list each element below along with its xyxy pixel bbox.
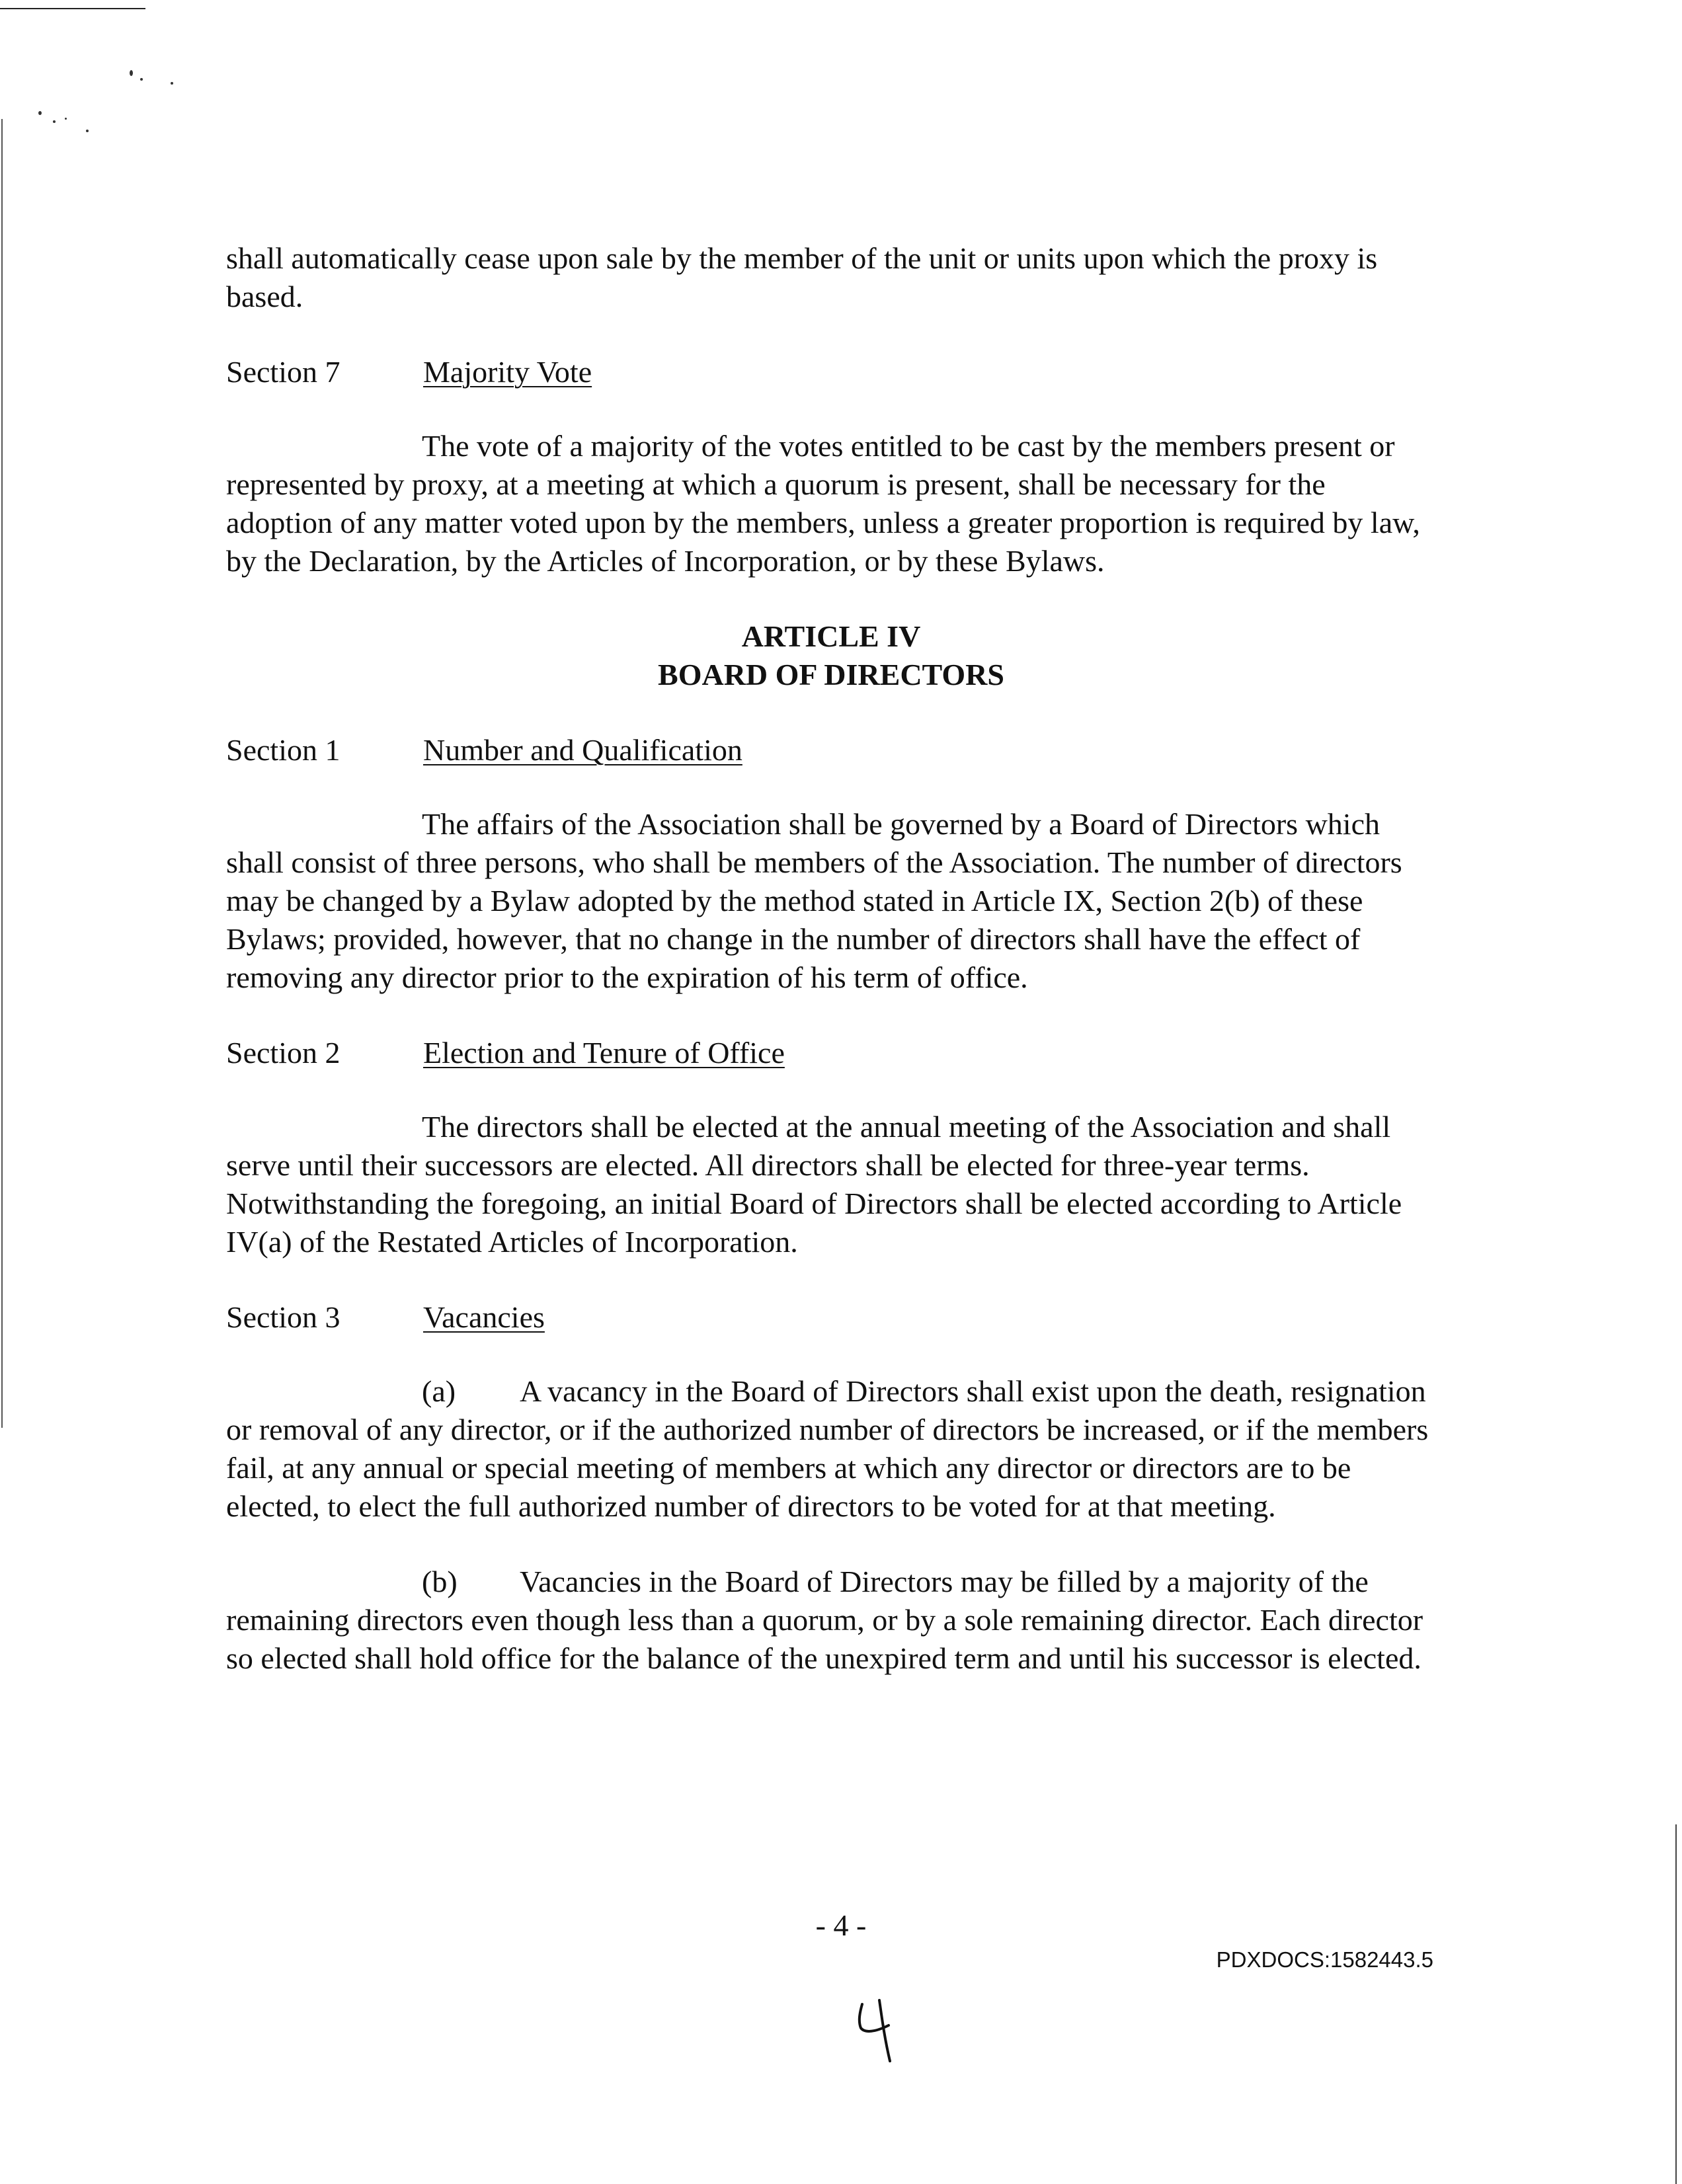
section-3-subsection-b	[226, 1563, 1436, 1678]
section-number: Section 3	[226, 1300, 340, 1334]
section-title: Election and Tenure of Office	[423, 1036, 785, 1070]
handwritten-page-number	[856, 1999, 895, 2065]
section-3-heading	[226, 1298, 1436, 1337]
section-number: Section 1	[226, 733, 340, 767]
continuation-paragraph: shall automatically cease upon sale by the member of the unit or units upon which the proxy is based.	[226, 241, 1378, 313]
scan-edge-top	[0, 8, 145, 9]
scan-edge-right	[1675, 1824, 1677, 2184]
scan-speck	[140, 78, 143, 81]
scan-speck	[53, 120, 56, 123]
subsection-label: (a)	[422, 1374, 456, 1408]
article-heading	[226, 617, 1436, 694]
section-title: Number and Qualification	[423, 733, 742, 767]
subsection-body: A vacancy in the Board of Directors shall exist upon the death, resignation or removal of any director, or if the authorized number of directors be increased, or if the members fail, at any annual or special meeting of members at which any director or directors are to be elected, to elect the full authorized number of directors to be voted for at that meeting.	[226, 1374, 1429, 1523]
section-7-body: The vote of a majority of the votes entitled to be cast by the members present or represented by proxy, at a meeting at which a quorum is present, shall be necessary for the adoption of any matter voted upon by the members, unless a greater proportion is required by law, by the Declaration, by the Articles of Incorporation, or by these Bylaws.	[226, 429, 1420, 578]
section-2-body: The directors shall be elected at the annual meeting of the Association and shall serve until their successors are elected. All directors shall be elected for three-year terms. Notwithstanding the foregoing, an initial Board of Directors shall be elected according to Article IV(a) of the Restated Articles of Incorporation.	[226, 1110, 1402, 1259]
section-number: Section 2	[226, 1036, 340, 1070]
section-title: Majority Vote	[423, 355, 592, 389]
section-number: Section 7	[226, 355, 340, 389]
section-7-heading	[226, 353, 1436, 391]
section-1-heading	[226, 731, 1436, 769]
scan-speck	[65, 118, 67, 120]
scan-speck	[38, 111, 42, 115]
section-1-body: The affairs of the Association shall be governed by a Board of Directors which shall consist of three persons, who shall be members of the Association. The number of directors may be changed by a Bylaw adopted by the method stated in Article IX, Section 2(b) of these Bylaws; provided, however, that no change in the number of directors shall have the effect of removing any director prior to the expiration of his term of office.	[226, 807, 1402, 994]
document-page	[226, 239, 1436, 1715]
section-title: Vacancies	[423, 1300, 545, 1334]
subsection-label: (b)	[422, 1565, 458, 1598]
scan-speck	[130, 70, 133, 76]
subsection-body: Vacancies in the Board of Directors may be filled by a majority of the remaining directors even though less than a quorum, or by a sole remaining director. Each director so elected shall hold office for the balance of the unexpired term and until his successor is elected.	[226, 1565, 1423, 1675]
scan-edge-left	[1, 119, 3, 1428]
page-number: - 4 -	[815, 1908, 867, 1942]
scan-speck	[86, 130, 89, 132]
section-2-heading	[226, 1034, 1436, 1072]
scan-speck	[171, 82, 173, 85]
section-3-subsection-a	[226, 1372, 1436, 1526]
article-title: BOARD OF DIRECTORS	[658, 658, 1004, 691]
document-id: PDXDOCS:1582443.5	[1216, 1947, 1433, 1972]
article-number: ARTICLE IV	[741, 619, 921, 653]
